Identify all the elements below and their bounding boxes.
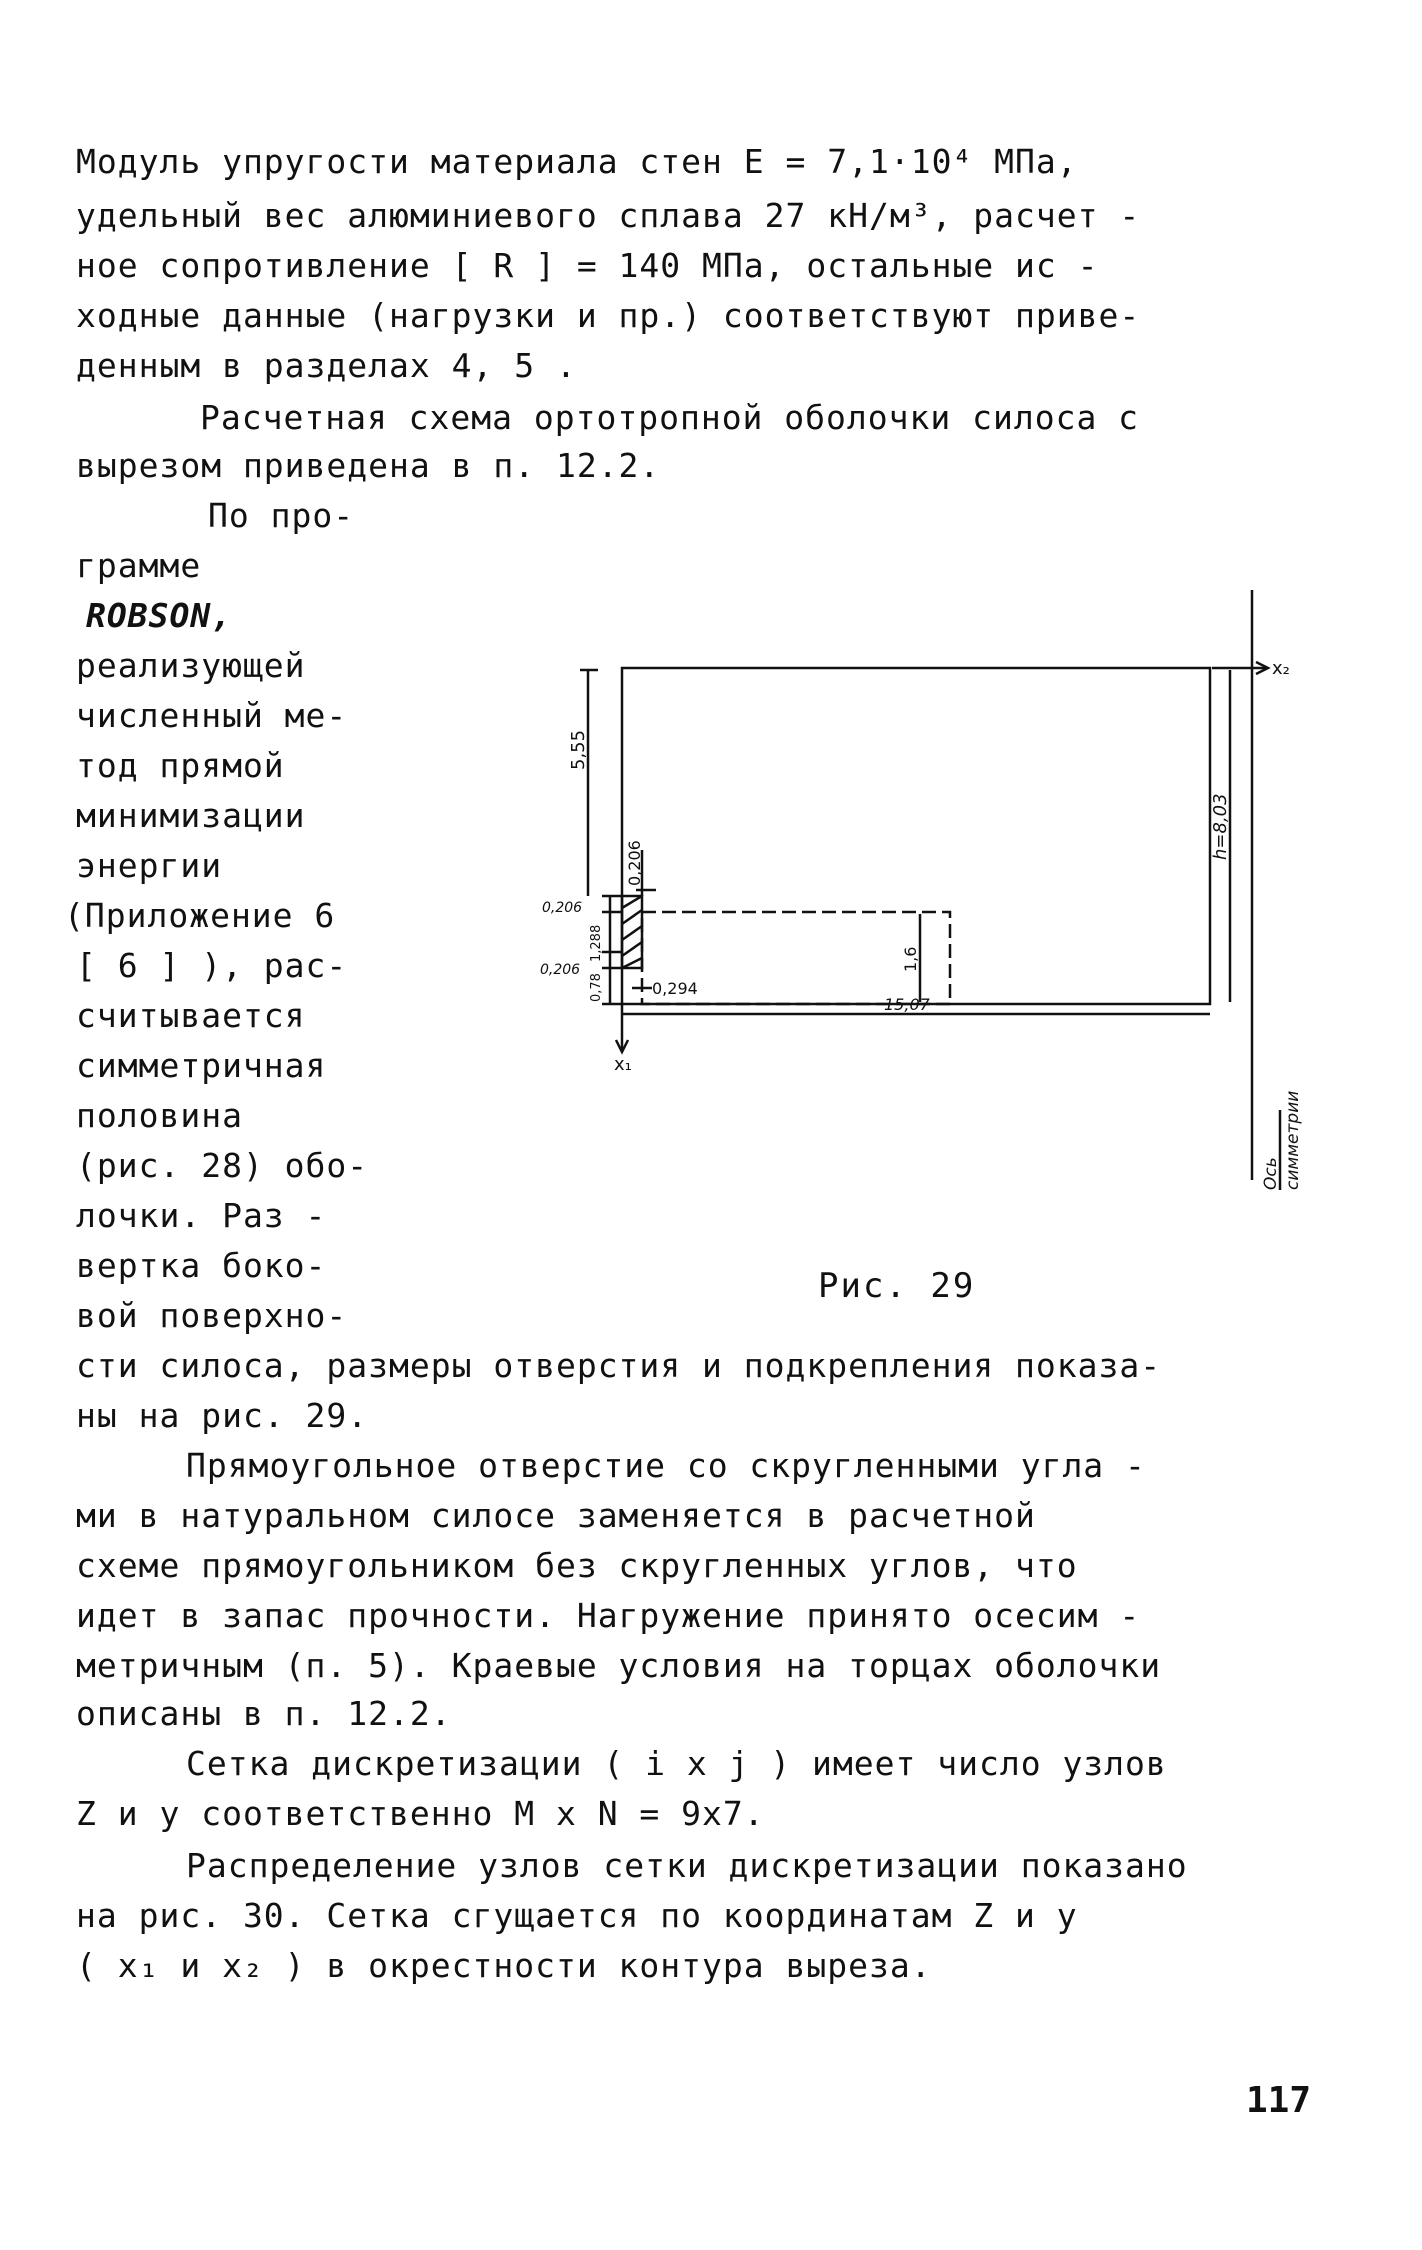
dim-label-5-55: 5,55 [568,729,589,770]
text-line: (Приложение 6 [64,896,336,935]
text-line: Z и y соответственно M x N = 9x7. [76,1794,765,1833]
text-line: половина [76,1096,243,1135]
text-line: схеме прямоугольником без скругленных углов, что [76,1546,1078,1585]
text-line: По про- [208,496,355,535]
dim-label-h: h=8,03 [1210,793,1231,860]
text-line: [ 6 ] ), рас- [76,946,348,985]
page-number: 117 [1246,2080,1312,2121]
dim-label-1-6: 1,6 [901,946,920,972]
dim-label-0-294: 0,294 [652,979,698,998]
text-line: минимизации [76,796,306,835]
dim-label-15-07: 15,07 [884,995,930,1014]
text-line: Сетка дискретизации ( i x j ) имеет число узлов [186,1744,1167,1783]
text-line: считывается [76,996,306,1035]
text-line: численный ме- [76,696,348,735]
figure-caption: Рис. 29 [818,1266,976,1306]
text-line: Распределение узлов сетки дискретизации показано [186,1846,1188,1885]
text-line: вертка боко- [76,1246,327,1285]
text-line: вырезом приведена в п. 12.2. [76,446,661,485]
text-line: грамме [76,546,202,585]
text-line: реализующей [76,646,306,685]
text-line: ( x₁ и x₂ ) в окрестности контура выреза. [76,1946,932,1985]
dim-label-0-78: 0,78 [589,973,604,1002]
text-line: симметричная [76,1046,327,1085]
text-line: ны на рис. 29. [76,1396,369,1435]
text-line: удельный вес алюминиевого сплава 27 кН/м³, расчет - [76,196,1141,235]
text-line: ходные данные (нагрузки и пр.) соответствуют приве- [76,296,1141,335]
text-line: сти силоса, размеры отверстия и подкрепления показа- [76,1346,1162,1385]
text-line: (рис. 28) обо- [76,1146,369,1185]
dim-label-0-206-lower: 0,206 [540,962,581,978]
text-line: тод прямой [76,746,285,785]
text-line: Прямоугольное отверстие со скругленными угла - [186,1446,1146,1485]
program-name: ROBSON, [86,596,233,635]
text-line: ное сопротивление [ R ] = 140 МПа, остальные ис - [76,246,1099,285]
text-line: лочки. Раз - [76,1196,327,1235]
symmetry-axis-label-1: Ось [1261,1157,1281,1190]
text-line: денным в разделах 4, 5 . [76,346,577,385]
text-line: вой поверхно- [76,1296,348,1335]
dim-label-0-206-top: 0,206 [625,840,644,886]
text-line: ми в натуральном силосе заменяется в расчетной [76,1496,1036,1535]
text-line: идет в запас прочности. Нагружение принято осесим - [76,1596,1141,1635]
text-line: описаны в п. 12.2. [76,1694,452,1733]
symmetry-axis-label-2: симметрии [1283,1090,1303,1190]
text-line: Расчетная схема ортотропной оболочки силоса с [200,398,1140,437]
x2-axis-label: x₂ [1272,658,1290,679]
text-line: на рис. 30. Сетка сгущается по координатам Z и y [76,1896,1078,1935]
text-line: метричным (п. 5). Краевые условия на торцах оболочки [76,1646,1162,1685]
dim-label-0-206-left: 0,206 [542,900,583,916]
dim-label-1-288: 1,288 [589,924,604,962]
x1-axis-label: x₁ [614,1054,632,1075]
text-line: энергии [76,846,223,885]
text-line: Модуль упругости материала стен E = 7,1·10⁴ МПа, [76,142,1078,181]
figure-29-diagram [540,590,1303,1200]
